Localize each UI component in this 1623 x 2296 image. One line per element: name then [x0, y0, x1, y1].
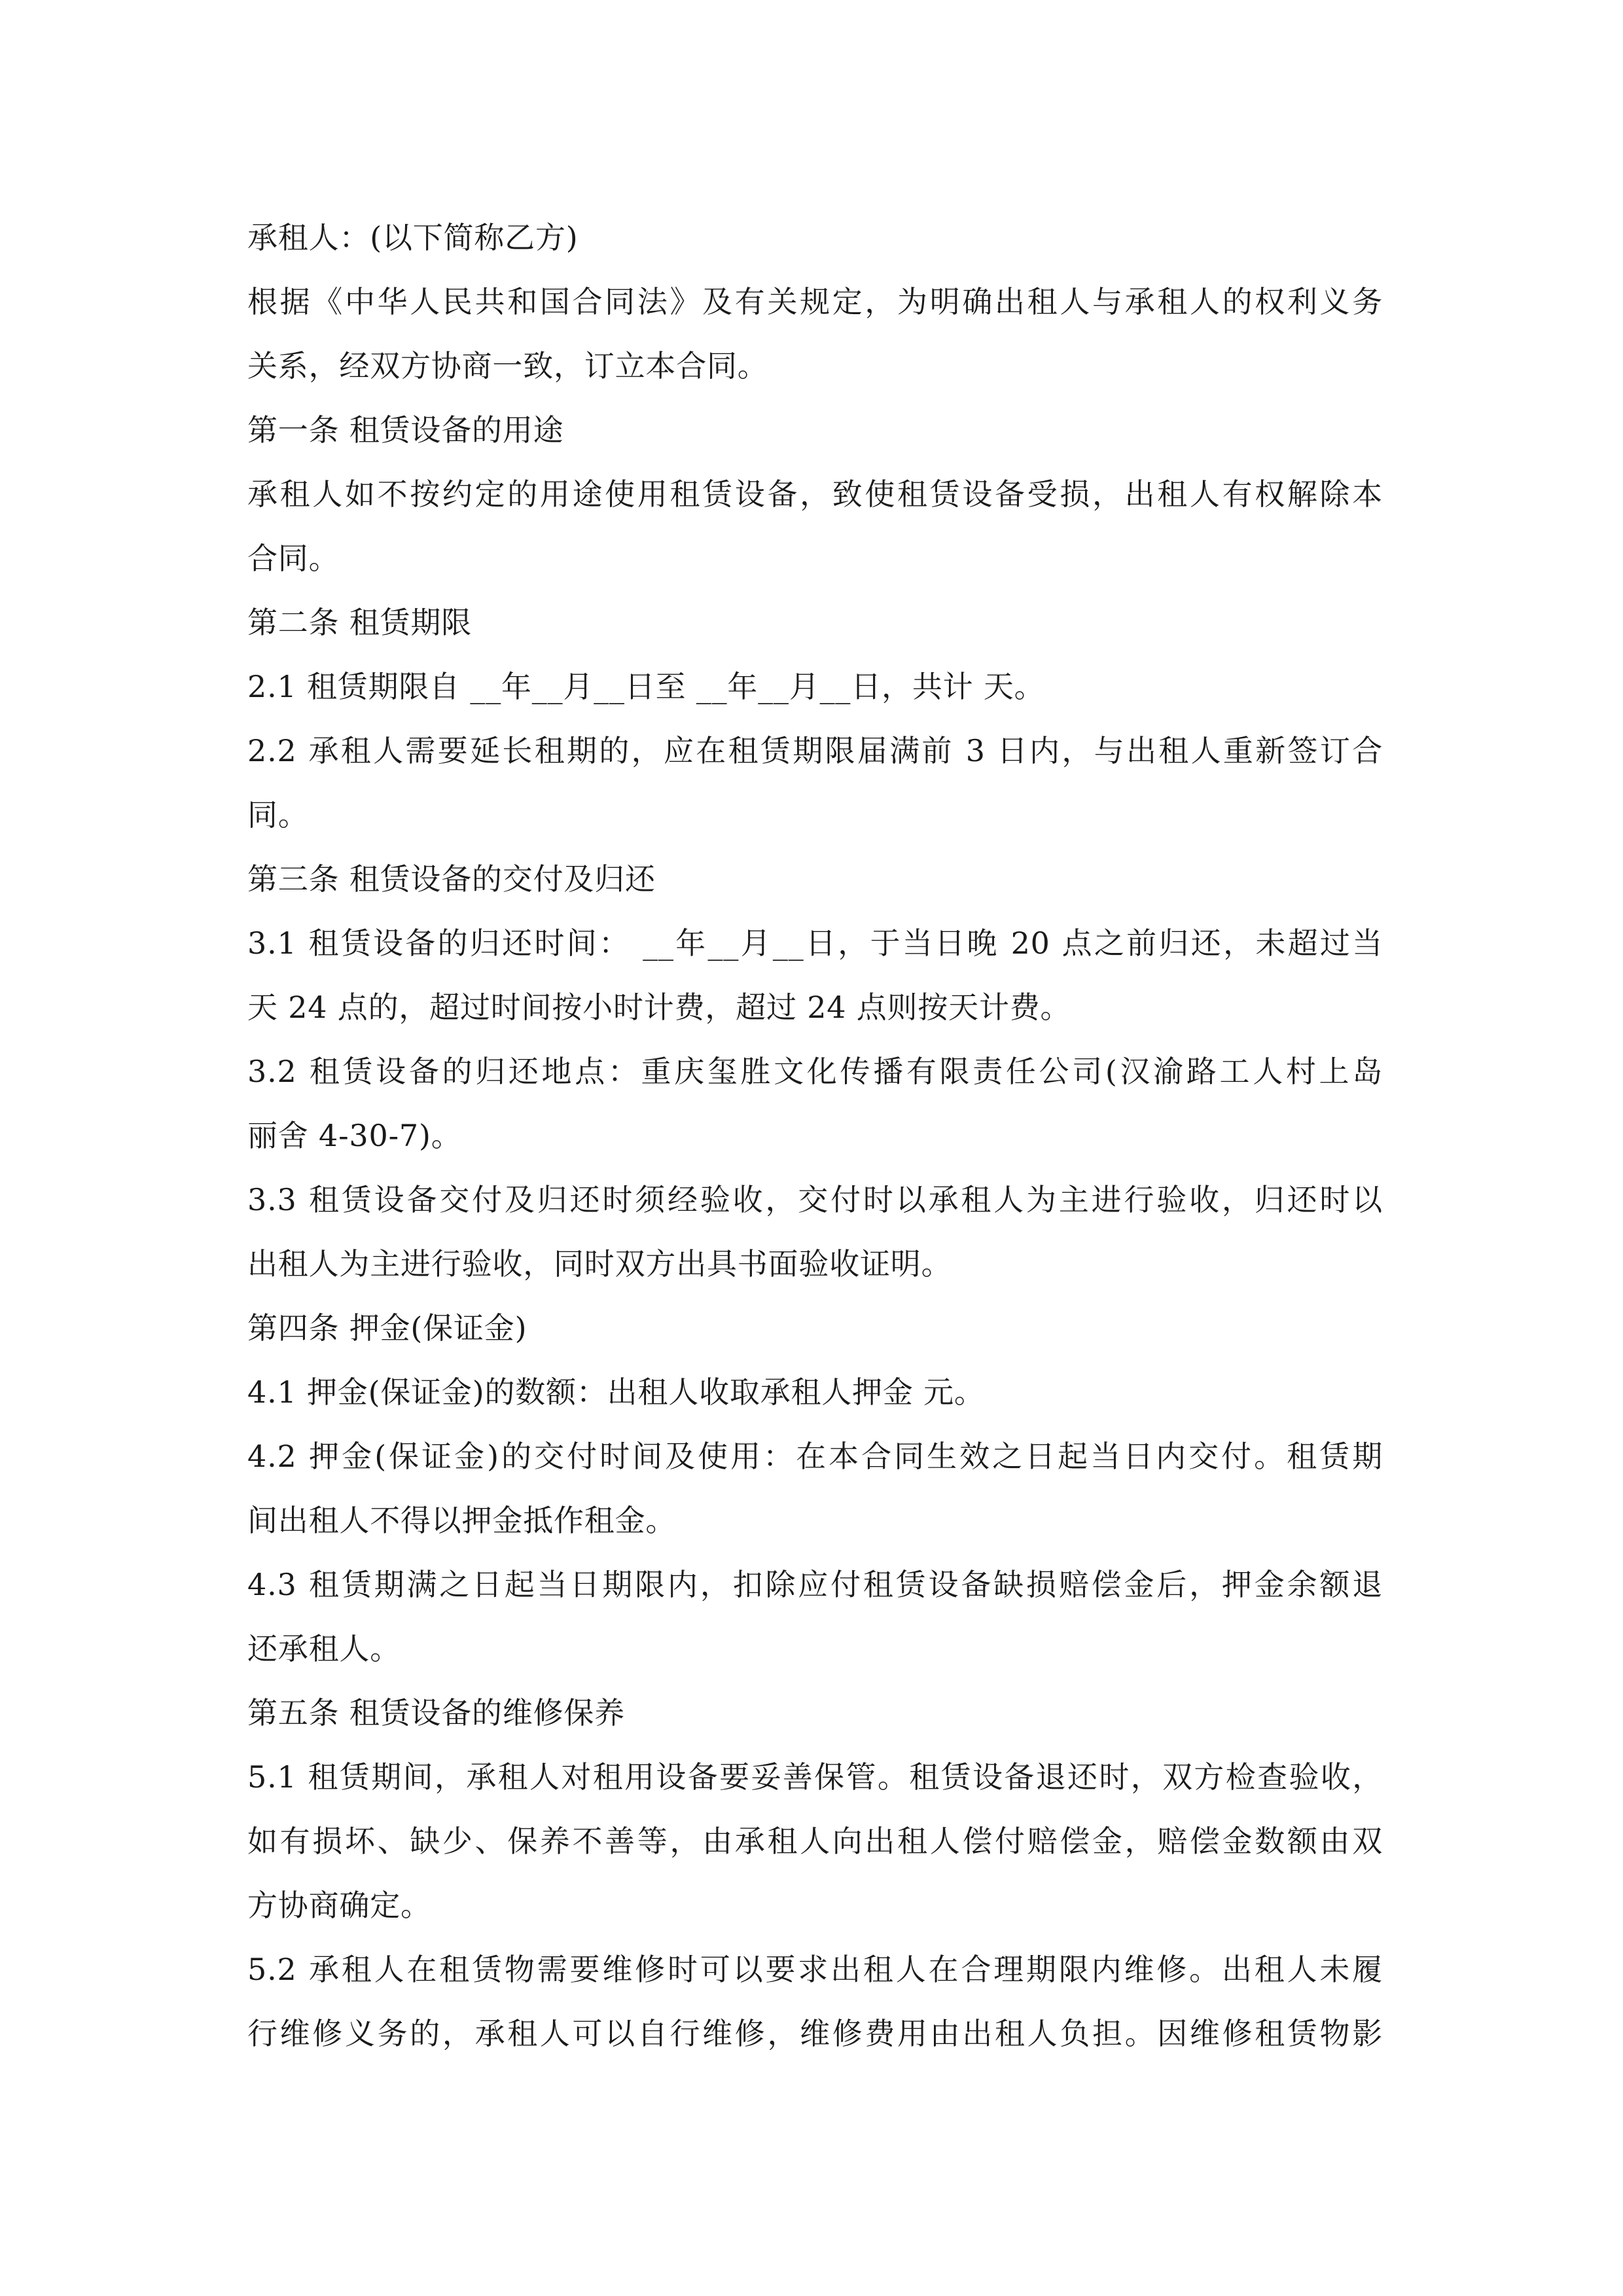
text-line: 间出租人不得以押金抵作租金。	[247, 1503, 677, 1538]
text-line: 4.1 押金(保证金)的数额：出租人收取承租人押金 元。	[247, 1374, 985, 1410]
text-line: 第三条 租赁设备的交付及归还	[247, 861, 656, 897]
text-line: 合同。	[247, 541, 340, 576]
text-line: 4.2 押金(保证金)的交付时间及使用：在本合同生效之日起当日内交付。租赁期	[247, 1439, 1383, 1474]
text-line: 方协商确定。	[247, 1888, 431, 1923]
text-line: 根据《中华人民共和国合同法》及有关规定，为明确出租人与承租人的权利义务	[247, 284, 1383, 319]
text-line: 4.3 租赁期满之日起当日期限内，扣除应付租赁设备缺损赔偿金后，押金余额退	[247, 1567, 1383, 1602]
text-line: 3.2 租赁设备的归还地点：重庆玺胜文化传播有限责任公司(汉渝路工人村上岛	[247, 1054, 1383, 1089]
text-line: 5.2 承租人在租赁物需要维修时可以要求出租人在合理期限内维修。出租人未履	[247, 1952, 1383, 1987]
text-line: 天 24 点的，超过时间按小时计费，超过 24 点则按天计费。	[247, 990, 1071, 1025]
text-line: 5.1 租赁期间，承租人对租用设备要妥善保管。租赁设备退还时，双方检查验收，	[247, 1759, 1383, 1795]
text-line: 如有损坏、缺少、保养不善等，由承租人向出租人偿付赔偿金，赔偿金数额由双	[247, 1823, 1383, 1859]
text-line: 承租人：(以下简称乙方)	[247, 220, 579, 255]
text-line: 出租人为主进行验收，同时双方出具书面验收证明。	[247, 1246, 952, 1282]
text-line: 第五条 租赁设备的维修保养	[247, 1695, 626, 1731]
contract-body	[247, 206, 1383, 2066]
text-line: 第一条 租赁设备的用途	[247, 412, 564, 448]
text-line: 3.1 租赁设备的归还时间： __年__月__日，于当日晚 20 点之前归还，未超过当	[247, 925, 1383, 961]
text-line: 同。	[247, 797, 309, 833]
text-line: 还承租人。	[247, 1631, 401, 1666]
text-line: 3.3 租赁设备交付及归还时须经验收，交付时以承租人为主进行验收，归还时以	[247, 1182, 1383, 1217]
text-line: 第四条 押金(保证金)	[247, 1310, 527, 1346]
text-line: 承租人如不按约定的用途使用租赁设备，致使租赁设备受损，出租人有权解除本	[247, 476, 1383, 512]
text-line: 2.1 租赁期限自 __年__月__日至 __年__月__日，共计 天。	[247, 669, 1045, 704]
text-line: 第二条 租赁期限	[247, 605, 473, 640]
text-line: 丽舍 4-30-7)。	[247, 1118, 462, 1153]
text-line: 行维修义务的，承租人可以自行维修，维修费用由出租人负担。因维修租赁物影	[247, 2016, 1383, 2051]
text-line: 关系，经双方协商一致，订立本合同。	[247, 348, 768, 384]
text-line: 2.2 承租人需要延长租期的，应在租赁期限届满前 3 日内，与出租人重新签订合	[247, 733, 1383, 768]
